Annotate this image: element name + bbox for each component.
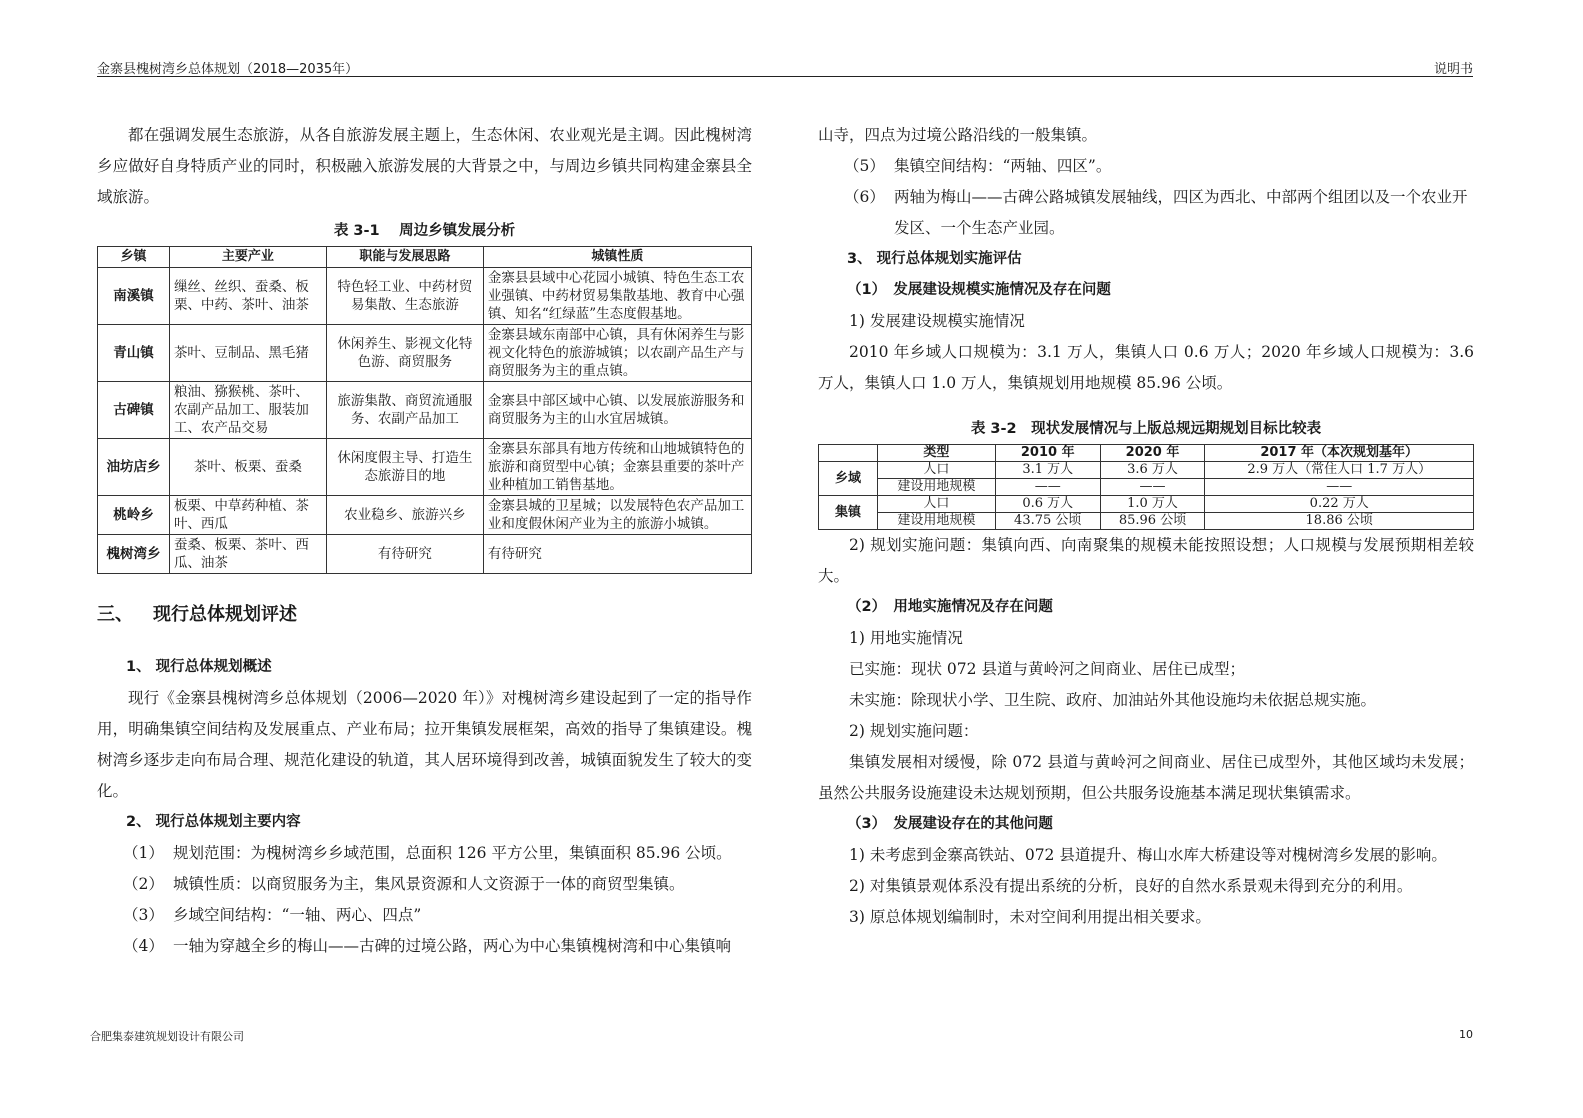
section-number: 三、 <box>97 604 133 625</box>
header-doc-type: 说明书 <box>1433 62 1473 77</box>
table-header-cell: 主要产业 <box>169 247 326 268</box>
item-text: 集镇空间结构：“两轴、四区”。 <box>894 157 1112 175</box>
table-header-cell: 城镇性质 <box>483 247 751 268</box>
subsection-scale: （1） 发展建设规模实施情况及存在问题 <box>847 282 1111 298</box>
table-cell: 有待研究 <box>483 535 751 574</box>
table-cell: 南溪镇 <box>98 268 170 325</box>
table-cell: —— <box>1205 479 1474 496</box>
table-cell: 建设用地规模 <box>877 479 995 496</box>
content-list <box>97 838 752 962</box>
left-column <box>97 120 752 962</box>
content-list-continued <box>818 151 1474 244</box>
intro-paragraph: 都在强调发展生态旅游，从各自旅游发展主题上，生态休闲、农业观光是主调。因此槐树湾乡应做好自身特质产业的同时，积极融入旅游发展的大背景之中，与周边乡镇共同构建金寨县全域旅游。 <box>97 126 752 206</box>
page-header <box>97 56 1473 77</box>
table-cell: 金寨县东部具有地方传统和山地城镇特色的旅游和商贸型中心镇；金寨县重要的茶叶产业种植加工销售基地。 <box>483 439 751 496</box>
table-cell: 建设用地规模 <box>877 513 995 530</box>
table-header-cell: 2020 年 <box>1100 445 1205 462</box>
table-cell: 特色轻工业、中药材贸易集散、生态旅游 <box>326 268 483 325</box>
table-cell: 桃岭乡 <box>98 496 170 535</box>
table-row <box>819 479 1474 496</box>
page-number: 10 <box>1459 1028 1473 1041</box>
table-cell: 青山镇 <box>98 325 170 382</box>
table-cell: 蚕桑、板栗、茶叶、西瓜、油茶 <box>169 535 326 574</box>
table-cell: 缫丝、丝织、蚕桑、板栗、中药、茶叶、油茶 <box>169 268 326 325</box>
table-cell: 旅游集散、商贸流通服务、农副产品加工 <box>326 382 483 439</box>
table-row <box>98 382 752 439</box>
table-header-cell: 2017 年（本次规划基年） <box>1205 445 1474 462</box>
landuse-implemented: 已实施：现状 072 县道与黄岭河之间商业、居住已成型； <box>849 660 1245 678</box>
subheading-evaluation: 3、 现行总体规划实施评估 <box>847 251 1022 267</box>
landuse-status-label: 1) 用地实施情况 <box>849 629 963 647</box>
table-row <box>819 496 1474 513</box>
landuse-problem-paragraph: 集镇发展相对缓慢，除 072 县道与黄岭河之间商业、居住已成型外，其他区域均未发展；虽然公共服务设施建设未达规划预期，但公共服务设施基本满足现状集镇需求。 <box>818 753 1474 802</box>
landuse-not-implemented: 未实施：除现状小学、卫生院、政府、加油站外其他设施均未依据总规实施。 <box>849 691 1377 709</box>
table-cell: —— <box>1100 479 1205 496</box>
subheading-content: 2、 现行总体规划主要内容 <box>126 814 301 830</box>
table-cell: 18.86 公顷 <box>1205 513 1474 530</box>
table-cell: —— <box>995 479 1100 496</box>
table-header-cell: 2010 年 <box>995 445 1100 462</box>
item-text: 一轴为穿越全乡的梅山——古碑的过境公路，两心为中心集镇槐树湾和中心集镇响 <box>173 937 732 955</box>
table-cell: 0.6 万人 <box>995 496 1100 513</box>
table-cell: 1.0 万人 <box>1100 496 1205 513</box>
header-title: 金寨县槐树湾乡总体规划（2018—2035年） <box>97 62 359 77</box>
subheading-overview: 1、 现行总体规划概述 <box>126 659 272 675</box>
table-cell: 休闲养生、影视文化特色游、商贸服务 <box>326 325 483 382</box>
list-item: 3) 原总体规划编制时，未对空间利用提出相关要求。 <box>849 908 1211 926</box>
table-header-cell: 乡镇 <box>98 247 170 268</box>
item-number: （5） <box>844 157 885 175</box>
table-cell: 3.1 万人 <box>995 462 1100 479</box>
item-number: （6） <box>844 188 885 206</box>
section-heading <box>97 600 752 626</box>
table-cell: 茶叶、豆制品、黑毛猪 <box>169 325 326 382</box>
table-cell: 金寨县城的卫星城；以发展特色农产品加工业和度假休闲产业为主的旅游小城镇。 <box>483 496 751 535</box>
item-number: （1） <box>123 844 164 862</box>
table-cell: 0.22 万人 <box>1205 496 1474 513</box>
table-cell: 43.75 公顷 <box>995 513 1100 530</box>
list-item <box>818 182 1474 244</box>
scale-status-label: 1) 发展建设规模实施情况 <box>849 312 1025 330</box>
section-title: 现行总体规划评述 <box>153 604 297 625</box>
table-row <box>98 325 752 382</box>
table-cell: 油坊店乡 <box>98 439 170 496</box>
list-item <box>97 900 752 931</box>
table-cell: 金寨县县域中心花园小城镇、特色生态工农业强镇、中药材贸易集散基地、教育中心强镇、知名“红绿蓝”生态度假基地。 <box>483 268 751 325</box>
item-number: （3） <box>123 906 164 924</box>
table-header-cell: 职能与发展思路 <box>326 247 483 268</box>
landuse-problem-label: 2) 规划实施问题： <box>849 722 979 740</box>
table-cell: 农业稳乡、旅游兴乡 <box>326 496 483 535</box>
list-item <box>97 869 752 900</box>
table-cell: 板栗、中草药种植、茶叶、西瓜 <box>169 496 326 535</box>
list-item <box>818 151 1474 182</box>
table-row <box>98 496 752 535</box>
subsection-other-issues: （3） 发展建设存在的其他问题 <box>847 816 1053 832</box>
table-row <box>98 535 752 574</box>
table-cell: 85.96 公顷 <box>1100 513 1205 530</box>
item-number: （4） <box>123 937 164 955</box>
table2-caption: 表 3-2 现状发展情况与上版总规远期规划目标比较表 <box>970 421 1322 437</box>
table-cell: 休闲度假主导、打造生态旅游目的地 <box>326 439 483 496</box>
item-text: 乡域空间结构：“一轴、两心、四点” <box>173 906 422 924</box>
table-group-cell: 乡域 <box>819 462 878 496</box>
table-cell: 人口 <box>877 462 995 479</box>
table-group-cell: 集镇 <box>819 496 878 530</box>
footer-company: 合肥集泰建筑规划设计有限公司 <box>90 1030 244 1043</box>
table-cell: 有待研究 <box>326 535 483 574</box>
population-paragraph: 2010 年乡域人口规模为：3.1 万人，集镇人口 0.6 万人；2020 年乡域人口规模为：3.6 万人，集镇人口 1.0 万人，集镇规划用地规模 85.96 公顷。 <box>818 343 1474 392</box>
item-text: 两轴为梅山——古碑公路城镇发展轴线，四区为西北、中部两个组团以及一个农业开发区、一个生态产业园。 <box>894 188 1468 237</box>
table-row <box>819 513 1474 530</box>
table-header-cell: 类型 <box>877 445 995 462</box>
table-cell: 茶叶、板栗、蚕桑 <box>169 439 326 496</box>
right-column <box>818 120 1474 933</box>
subsection-landuse: （2） 用地实施情况及存在问题 <box>847 599 1053 615</box>
table-cell: 3.6 万人 <box>1100 462 1205 479</box>
overview-paragraph: 现行《金寨县槐树湾乡总体规划（2006—2020 年）》对槐树湾乡建设起到了一定的指导作用，明确集镇空间结构及发展重点、产业布局；拉开集镇发展框架，高效的指导了集镇建设。槐树湾乡逐步走向布局合理、规范化建设的轨道，其人居环境得到改善，城镇面貌发生了较大的变化。 <box>97 689 752 800</box>
table-row <box>98 268 752 325</box>
list-item: 2) 对集镇景观体系没有提出系统的分析，良好的自然水系景观未得到充分的利用。 <box>849 877 1413 895</box>
list-item <box>97 931 752 962</box>
table-row <box>819 462 1474 479</box>
item-text: 城镇性质：以商贸服务为主，集风景资源和人文资源于一体的商贸型集镇。 <box>173 875 685 893</box>
continued-text: 山寺，四点为过境公路沿线的一般集镇。 <box>818 126 1098 144</box>
table-cell: 古碑镇 <box>98 382 170 439</box>
table-row <box>98 439 752 496</box>
list-item: 1) 未考虑到金寨高铁站、072 县道提升、梅山水库大桥建设等对槐树湾乡发展的影响。 <box>849 846 1447 864</box>
table-comparison <box>818 444 1474 530</box>
table-cell: 粮油、猕猴桃、茶叶、农副产品加工、服装加工、农产品交易 <box>169 382 326 439</box>
table-header-cell <box>819 445 878 462</box>
table-cell: 金寨县域东南部中心镇，具有休闲养生与影视文化特色的旅游城镇；以农副产品生产与商贸服务为主的重点镇。 <box>483 325 751 382</box>
table-cell: 槐树湾乡 <box>98 535 170 574</box>
table1-caption: 表 3-1 周边乡镇发展分析 <box>333 223 516 239</box>
item-number: （2） <box>123 875 164 893</box>
table-surrounding-towns <box>97 246 752 574</box>
scale-problem-paragraph: 2) 规划实施问题：集镇向西、向南聚集的规模未能按照设想；人口规模与发展预期相差较大。 <box>818 536 1474 585</box>
list-item <box>97 838 752 869</box>
table-cell: 金寨县中部区域中心镇、以发展旅游服务和商贸服务为主的山水宜居城镇。 <box>483 382 751 439</box>
item-text: 规划范围：为槐树湾乡乡域范围，总面积 126 平方公里，集镇面积 85.96 公顷。 <box>173 844 732 862</box>
table-cell: 人口 <box>877 496 995 513</box>
table-cell: 2.9 万人（常住人口 1.7 万人） <box>1205 462 1474 479</box>
other-issues-list <box>818 840 1474 933</box>
